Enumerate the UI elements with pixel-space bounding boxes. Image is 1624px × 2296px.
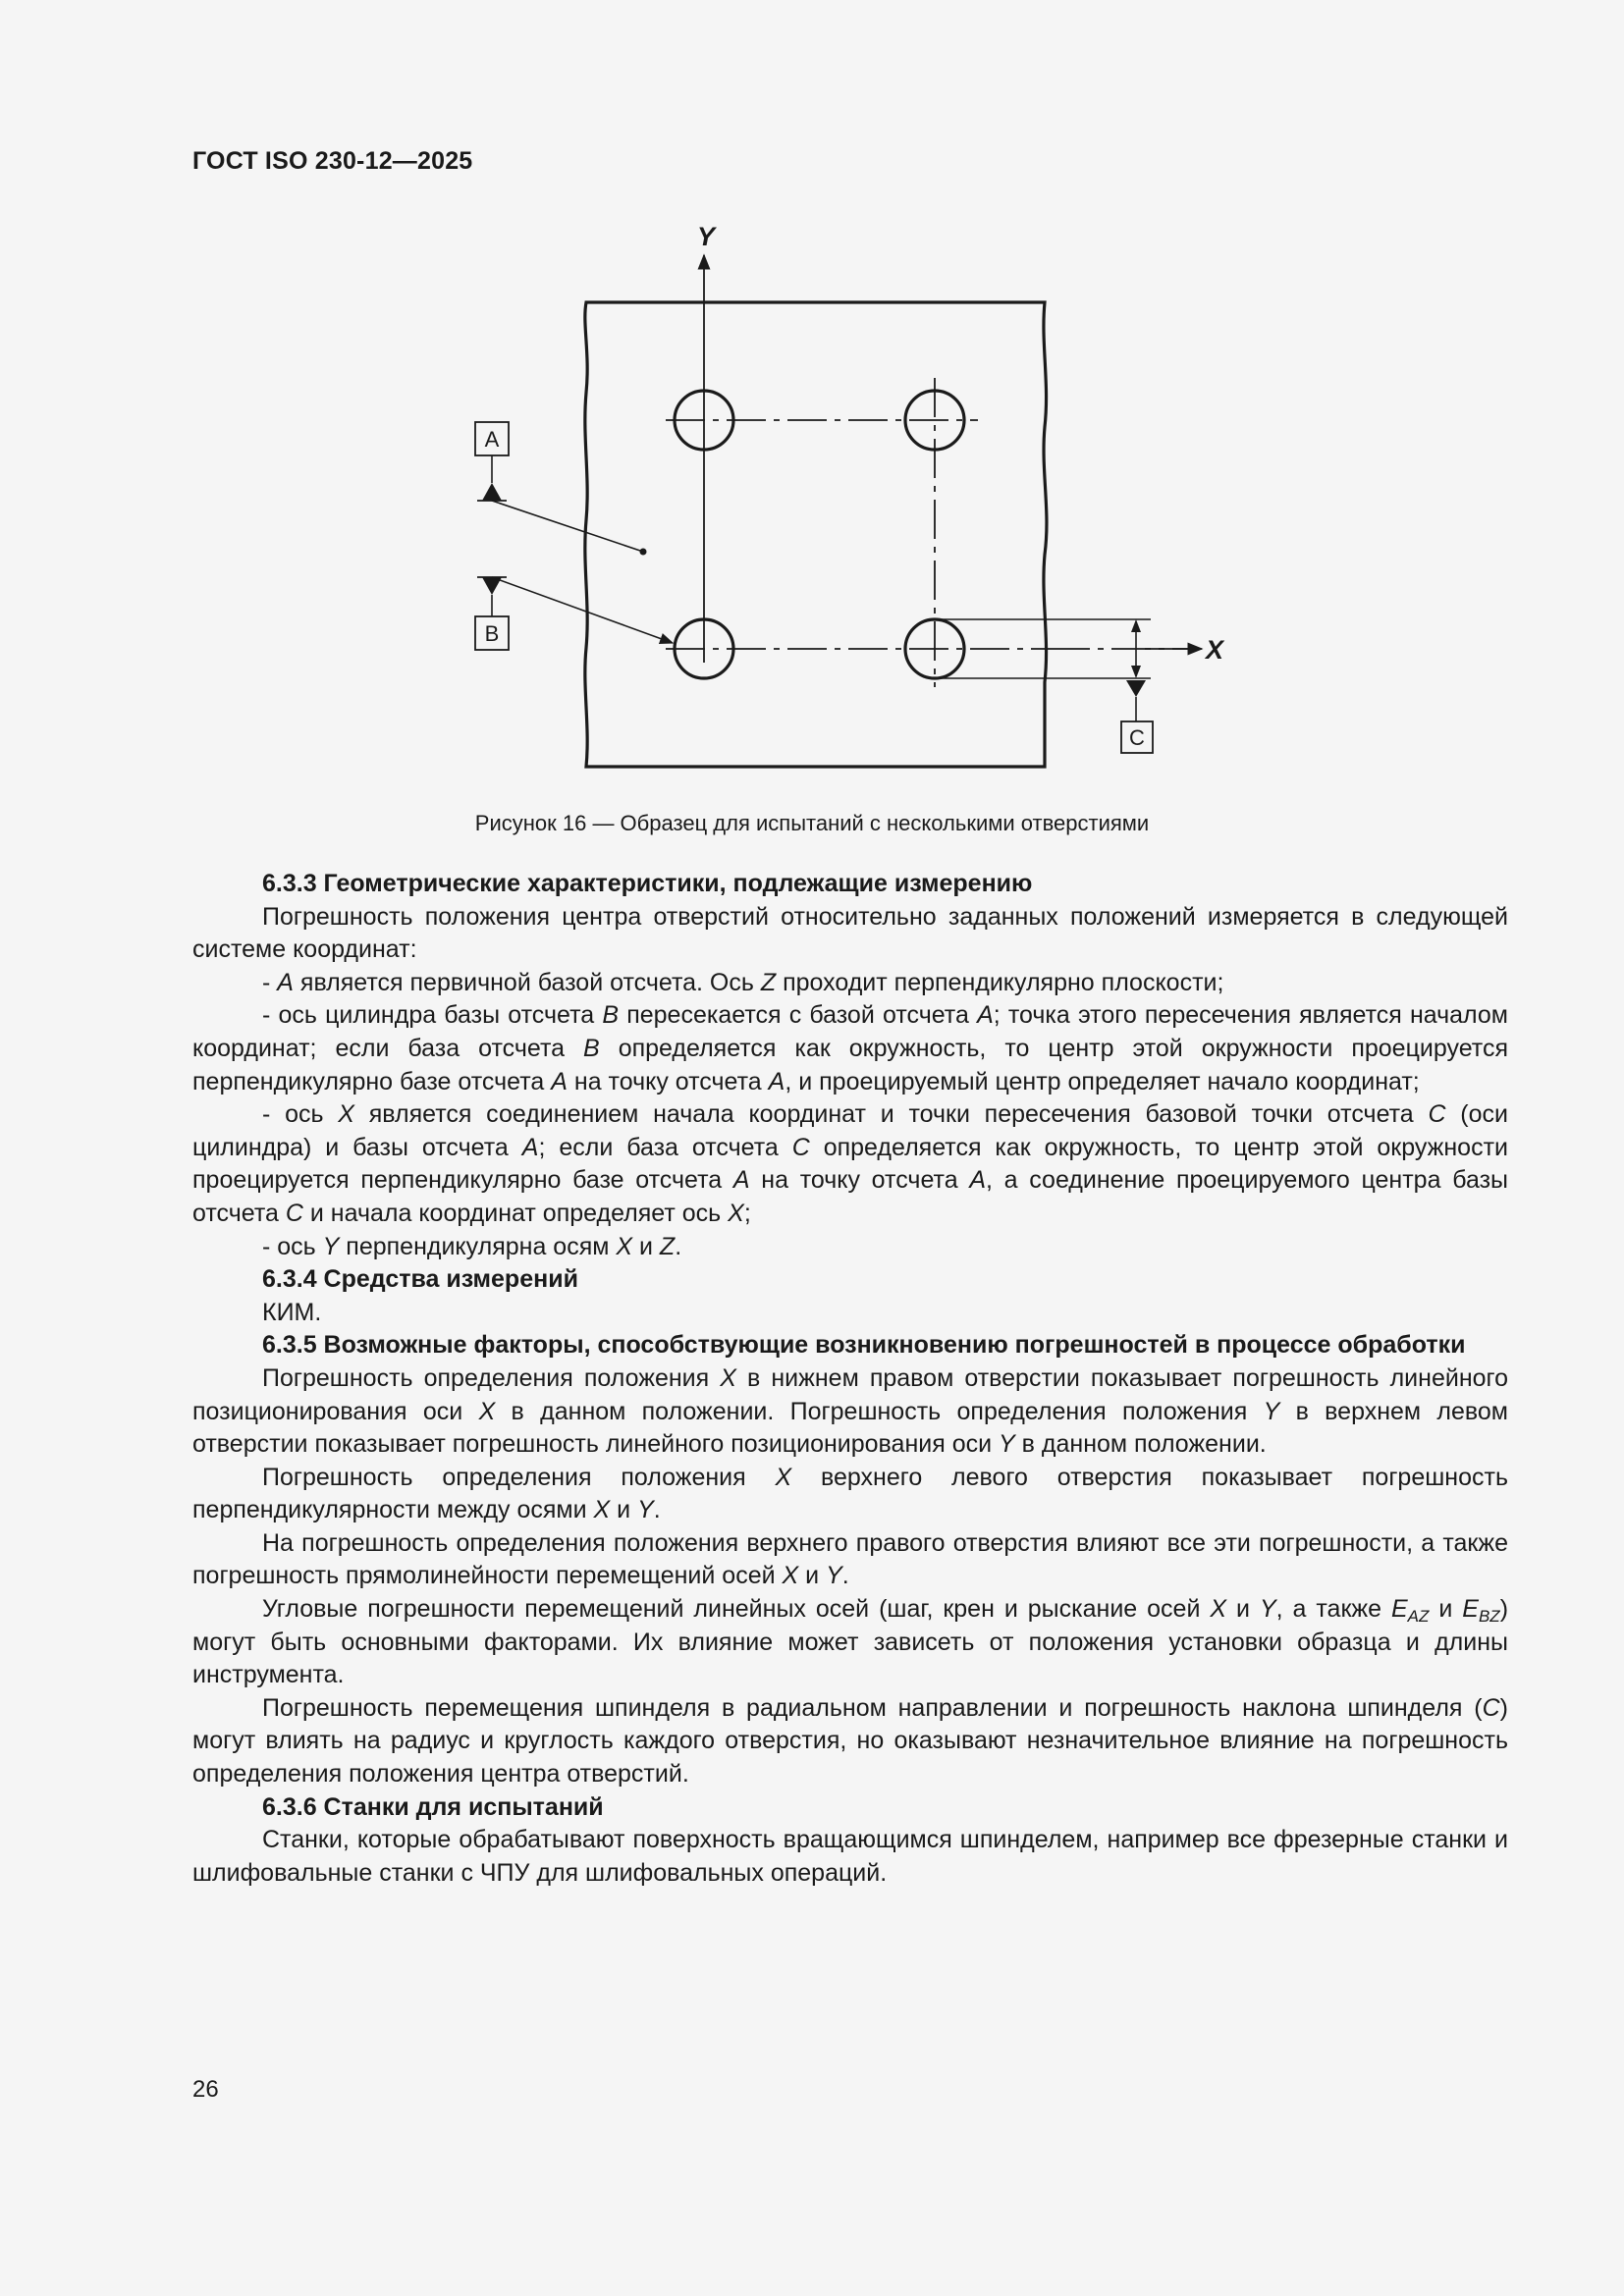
section-6-3-5-para-1: Погрешность определения положения X в нижнем правом отверстии показывает погрешность линейного позиционирования оси X в данном положении. Погрешность определения положения Y в верхнем левом отверстии показывает погрешность линейного позиционирования оси Y в данном положении. — [192, 1363, 1508, 1459]
figure-caption: Рисунок 16 — Образец для испытаний с несколькими отверстиями — [474, 811, 1150, 835]
page-number: 26 — [192, 2076, 219, 2103]
section-6-3-6-text: Станки, которые обрабатывают поверхность вращающимся шпинделем, например все фрезерные станки и шлифовальные станки с ЧПУ для шлифовальных операций. — [192, 1826, 1508, 1887]
section-6-3-4-text: КИМ. — [262, 1298, 322, 1326]
datum-a-triangle — [482, 483, 502, 501]
datum-b-label: B — [484, 621, 500, 646]
datum-c-arrow-down — [1131, 666, 1141, 678]
section-6-3-4-heading: 6.3.4 Средства измерений — [262, 1265, 578, 1294]
y-axis-label: Y — [697, 222, 716, 251]
section-6-3-5-para-2: Погрешность определения положения X верхнего левого отверстия показывает погрешность перпендикулярности между осями X и Y. — [192, 1463, 1508, 1524]
datum-a-dot — [640, 549, 647, 556]
section-6-3-3-intro: Погрешность положения центра отверстий относительно заданных положений измеряется в следующей системе координат: — [192, 902, 1508, 964]
section-6-3-6-heading: 6.3.6 Станки для испытаний — [262, 1792, 604, 1821]
section-6-3-3-heading: 6.3.3 Геометрические характеристики, подлежащие измерению — [262, 870, 1033, 897]
datum-a-leader — [492, 501, 643, 552]
test-piece-figure — [452, 216, 1257, 785]
list-item-axis-y: - ось Y перпендикулярна осям X и Z. — [262, 1232, 682, 1260]
list-item-datum-b: - ось цилиндра базы отсчета B пересекается с базой отсчета A; точка этого пересечения является началом координат; если база отсчета B определяется как окружность, то центр этой окружности проецируется перпендикулярно базе отсчета A на точку отсчета A, и проецируемый центр определяет начало координат; — [192, 1001, 1508, 1095]
datum-a-label: A — [484, 427, 500, 452]
plate-outline — [585, 302, 1047, 767]
datum-c-label: C — [1129, 725, 1145, 750]
body-text — [192, 868, 1508, 1890]
datum-b-leader — [492, 577, 673, 643]
section-6-3-5-para-4: Угловые погрешности перемещений линейных осей (шаг, крен и рыскание осей X и Y, а также $E_{AZ}$ и $E_{BZ}$) могут быть основными факторами. Их влияние может зависеть от положения установки образца и длины инструмента. — [192, 1595, 1509, 1689]
section-6-3-5-heading: 6.3.5 Возможные факторы, способствующие возникновению погрешностей в процессе обработки — [262, 1331, 1466, 1360]
datum-c-arrow-up — [1131, 619, 1141, 632]
x-axis-label: X — [1206, 635, 1224, 665]
list-item-datum-a: - A является первичной базой отсчета. Ось Z проходит перпендикулярно плоскости; — [262, 968, 1224, 996]
section-6-3-5-para-5: Погрешность перемещения шпинделя в радиальном направлении и погрешность наклона шпинделя (C) могут влиять на радиус и круглость каждого отверстия, но оказывают незначительное влияние на погрешность определения положения центра отверстий. — [192, 1693, 1508, 1789]
section-6-3-5-para-3: На погрешность определения положения верхнего правого отверстия влияют все эти погрешности, а также погрешность прямолинейности перемещений осей X и Y. — [192, 1528, 1508, 1590]
list-item-axis-x: - ось X является соединением начала координат и точки пересечения базовой точки отсчета C (оси цилиндра) и базы отсчета A; если база отсчета C определяется как окружность, то центр этой окружности проецируется перпендикулярно базе отсчета A на точку отсчета A, а соединение проецируемого центра базы отсчета C и начала координат определяет ось X; — [192, 1100, 1509, 1227]
datum-c-triangle — [1126, 680, 1146, 697]
standard-header: ГОСТ ISO 230-12—2025 — [192, 147, 473, 175]
